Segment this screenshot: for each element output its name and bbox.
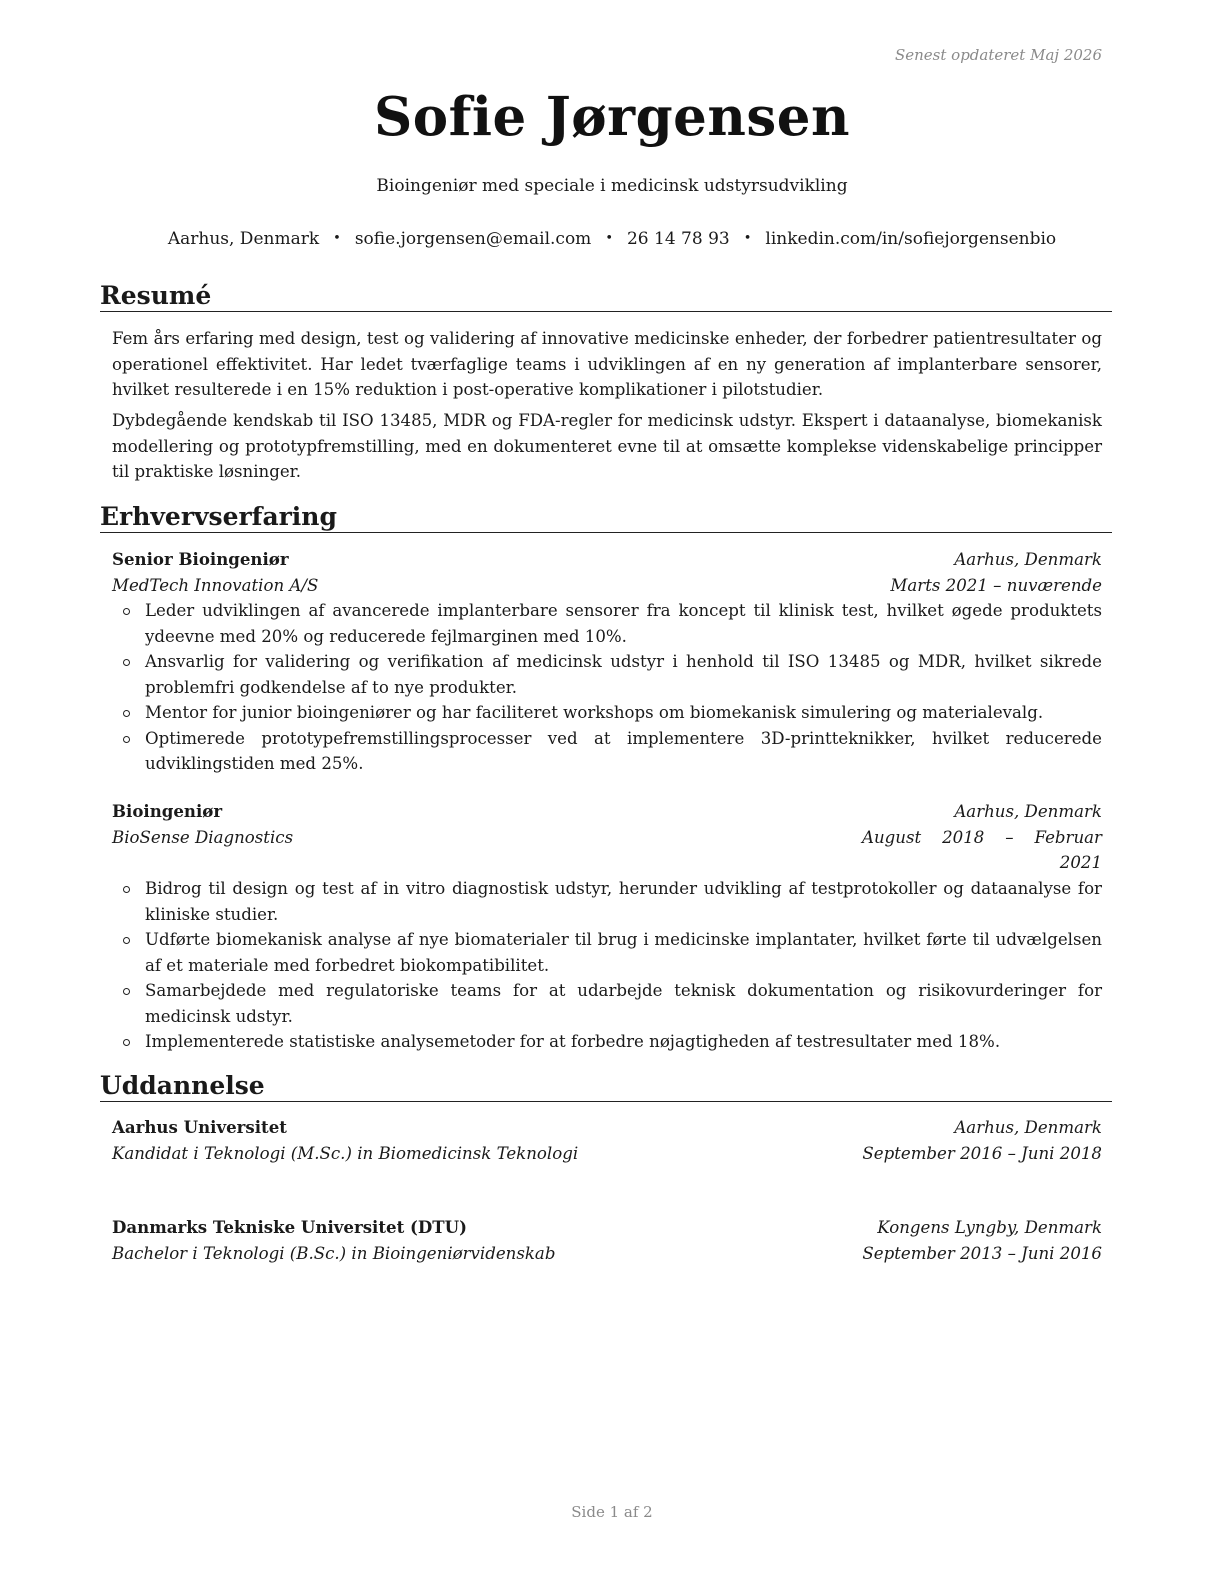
summary-paragraph-2: Dybdegående kendskab til ISO 13485, MDR og FDA-regler for medicinsk udstyr. Ekspert i dataanalyse, biomekanisk modellering og prototypfremstilling, med en dokumenteret evne til at omsætte komplekse videnskabelige principper til praktiske løsninger. [112, 411, 1102, 481]
bullet-text: Ansvarlig for validering og verifikation af medicinsk udstyr i henhold til ISO 13485 og MDR, hvilket sikrede problemfri godkendelse af to nye produkter. [145, 652, 1102, 697]
job-header [112, 547, 1102, 598]
bullet-text: Samarbejdede med regulatoriske teams for at udarbejde teknisk dokumentation og risikovurderinger for medicinsk udstyr. [145, 981, 1102, 1026]
bullet-text: Optimerede prototypefremstillingsprocesser ved at implementere 3D-printteknikker, hvilket reducerede udviklingstiden med 25%. [145, 728, 1102, 773]
job-dates: August 2018 – Februar 2021 [862, 827, 1102, 872]
list-item [112, 726, 1102, 777]
bullet-separator: • [333, 231, 341, 246]
school-name: Danmarks Tekniske Universitet (DTU) [112, 1217, 467, 1237]
last-updated: Senest opdateret Maj 2026 [894, 46, 1102, 64]
section-title-experience: Erhvervserfaring [100, 502, 1112, 533]
section-title-education: Uddannelse [100, 1071, 1112, 1102]
list-item [112, 598, 1102, 649]
education-entry [112, 1215, 1102, 1266]
contact-linkedin[interactable]: linkedin.com/in/sofiejorgensenbio [765, 229, 1057, 249]
circle-bullet-icon [123, 886, 130, 893]
contact-location: Aarhus, Denmark [167, 229, 320, 249]
job-role: Senior Bioingeniør [112, 549, 289, 569]
list-item [112, 649, 1102, 700]
list-item [112, 978, 1102, 1029]
bullet-text: Bidrog til design og test af in vitro diagnostisk udstyr, herunder udvikling af testprotokoller og dataanalyse for kliniske studier. [145, 879, 1102, 924]
job-bullet-list [112, 598, 1102, 777]
circle-bullet-icon [123, 937, 130, 944]
contact-email[interactable]: sofie.jorgensen@email.com [354, 229, 592, 249]
school-name: Aarhus Universitet [112, 1117, 287, 1137]
education-entry [112, 1115, 1102, 1166]
circle-bullet-icon [123, 608, 130, 615]
bullet-text: Udførte biomekanisk analyse af nye biomaterialer til brug i medicinske implantater, hvilket førte til udvælgelsen af et materiale med forbedret biokompatibilitet. [145, 930, 1102, 975]
education-dates: September 2013 – Juni 2016 [862, 1243, 1102, 1263]
tagline: Bioingeniør med speciale i medicinsk udstyrsudvikling [376, 176, 848, 196]
contact-phone: 26 14 78 93 [626, 229, 730, 249]
job-bullet-list [112, 876, 1102, 1055]
circle-bullet-icon [123, 659, 130, 666]
job-role: Bioingeniør [112, 801, 223, 821]
job-company: BioSense Diagnostics [112, 827, 294, 847]
school-location: Kongens Lyngby, Denmark [877, 1218, 1102, 1237]
summary-paragraph-1: Fem års erfaring med design, test og validering af innovative medicinske enheder, der forbedrer patientresultater og operationel effektivitet. Har ledet tværfaglige teams i udviklingen af en ny generation af implanterbare sensorer, hvilket resulterede i en 15% reduktion i post-operative komplikationer i pilotstudier. [112, 329, 1102, 399]
job-location: Aarhus, Denmark [954, 550, 1102, 569]
bullet-separator: • [743, 231, 752, 246]
job-dates: Marts 2021 – nuværende [890, 575, 1102, 595]
list-item [112, 927, 1102, 978]
circle-bullet-icon [123, 736, 130, 743]
list-item [112, 876, 1102, 927]
section-title-summary: Resumé [100, 281, 1112, 312]
list-item [112, 700, 1102, 726]
job-header [112, 799, 1102, 876]
education-dates: September 2016 – Juni 2018 [862, 1143, 1102, 1163]
circle-bullet-icon [123, 710, 130, 717]
circle-bullet-icon [123, 1039, 130, 1046]
bullet-text: Implementerede statistiske analysemetoder for at forbedre nøjagtigheden af testresultater med 18%. [145, 1032, 1001, 1051]
candidate-name: Sofie Jørgensen [374, 86, 850, 148]
job-location: Aarhus, Denmark [954, 802, 1102, 821]
list-item [112, 1029, 1102, 1055]
degree-name: Bachelor i Teknologi (B.Sc.) in Bioingeniørvidenskab [112, 1243, 556, 1263]
bullet-text: Leder udviklingen af avancerede implanterbare sensorer fra koncept til klinisk test, hvilket øgede produktets ydeevne med 20% og reducerede fejlmarginen med 10%. [145, 601, 1102, 646]
bullet-separator: • [605, 231, 613, 246]
page-number: Side 1 af 2 [571, 1503, 653, 1521]
circle-bullet-icon [123, 988, 130, 995]
bullet-text: Mentor for junior bioingeniører og har faciliteret workshops om biomekanisk simulering og materialevalg. [145, 703, 1044, 722]
degree-name: Kandidat i Teknologi (M.Sc.) in Biomedicinsk Teknologi [112, 1143, 579, 1163]
school-location: Aarhus, Denmark [954, 1118, 1102, 1137]
contact-line [0, 229, 1224, 249]
job-company: MedTech Innovation A/S [112, 575, 319, 595]
